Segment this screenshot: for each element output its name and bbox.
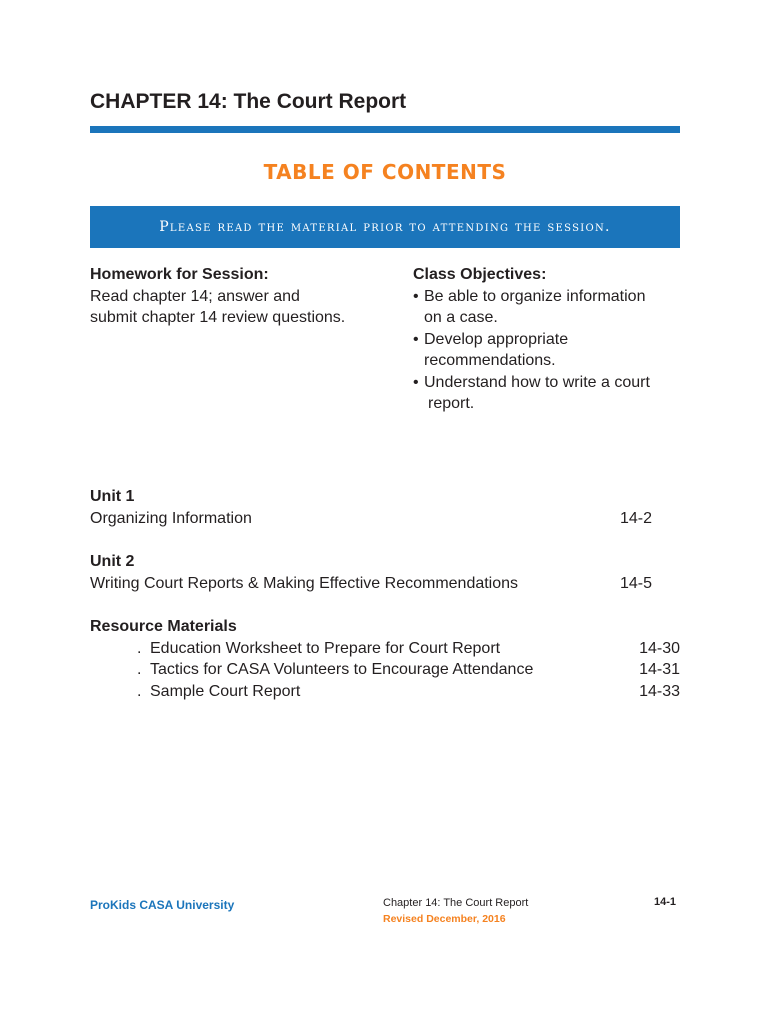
toc-entry-page: 14-5 — [620, 574, 653, 592]
toc-entry-title: Sample Court Report — [150, 682, 301, 700]
footer-page-number: 14-1 — [654, 896, 677, 908]
objective-text: Be able to organize information — [424, 287, 646, 305]
list-marker: . — [137, 639, 142, 657]
toc-entry-title: Education Worksheet to Prepare for Court Report — [150, 639, 501, 657]
homework-heading: Homework for Session: — [90, 266, 269, 283]
bullet-icon: • — [413, 287, 419, 305]
toc-title: TABLE OF CONTENTS — [263, 160, 507, 184]
toc-entry-page: 14-30 — [639, 639, 680, 657]
resources-heading: Resource Materials — [90, 618, 237, 635]
objectives-section — [413, 264, 693, 415]
footer-revised: Revised December, 2016 — [383, 913, 506, 925]
homework-section — [90, 264, 390, 329]
bullet-icon: • — [413, 330, 419, 348]
footer-org: ProKids CASA University — [90, 898, 235, 912]
toc-entry[interactable] — [90, 573, 680, 595]
objective-text: on a case. — [424, 309, 498, 326]
objective-text: Develop appropriate — [424, 330, 569, 348]
objective-text: Understand how to write a court — [424, 373, 650, 391]
toc-entry-title: Writing Court Reports & Making Effective Recommendations — [90, 574, 519, 592]
homework-line: submit chapter 14 review questions. — [90, 309, 346, 326]
toc-list — [90, 486, 680, 724]
chapter-title: CHAPTER 14: The Court Report — [90, 90, 407, 113]
session-banner — [90, 206, 680, 248]
toc-entry-page: 14-2 — [620, 509, 653, 527]
objective-item — [413, 372, 693, 415]
footer-chapter-block — [383, 895, 528, 927]
toc-entry[interactable] — [90, 681, 680, 703]
objective-text: report. — [428, 395, 475, 412]
toc-unit-1 — [90, 486, 680, 529]
unit-heading: Unit 2 — [90, 553, 135, 570]
objective-item — [413, 286, 693, 329]
list-marker: . — [137, 682, 142, 700]
banner-text: Please read the material prior to attending the session. — [159, 219, 611, 235]
toc-entry[interactable] — [90, 659, 680, 681]
list-marker: . — [137, 661, 142, 678]
toc-entry-page: 14-31 — [639, 661, 680, 678]
objective-item — [413, 329, 693, 372]
toc-entry-page: 14-33 — [639, 682, 680, 700]
bullet-icon: • — [413, 373, 419, 391]
objectives-heading: Class Objectives: — [413, 266, 547, 283]
toc-unit-2 — [90, 551, 680, 594]
footer-chapter: Chapter 14: The Court Report — [383, 897, 529, 909]
homework-line: Read chapter 14; answer and — [90, 287, 300, 305]
objective-text: recommendations. — [424, 352, 556, 369]
chapter-rule — [90, 126, 680, 133]
toc-resources — [90, 616, 680, 702]
toc-entry[interactable] — [90, 508, 680, 530]
toc-entry-title: Tactics for CASA Volunteers to Encourage Attendance — [150, 661, 534, 678]
toc-entry[interactable] — [90, 638, 680, 660]
toc-entry-title: Organizing Information — [90, 509, 252, 527]
unit-heading: Unit 1 — [90, 488, 135, 505]
